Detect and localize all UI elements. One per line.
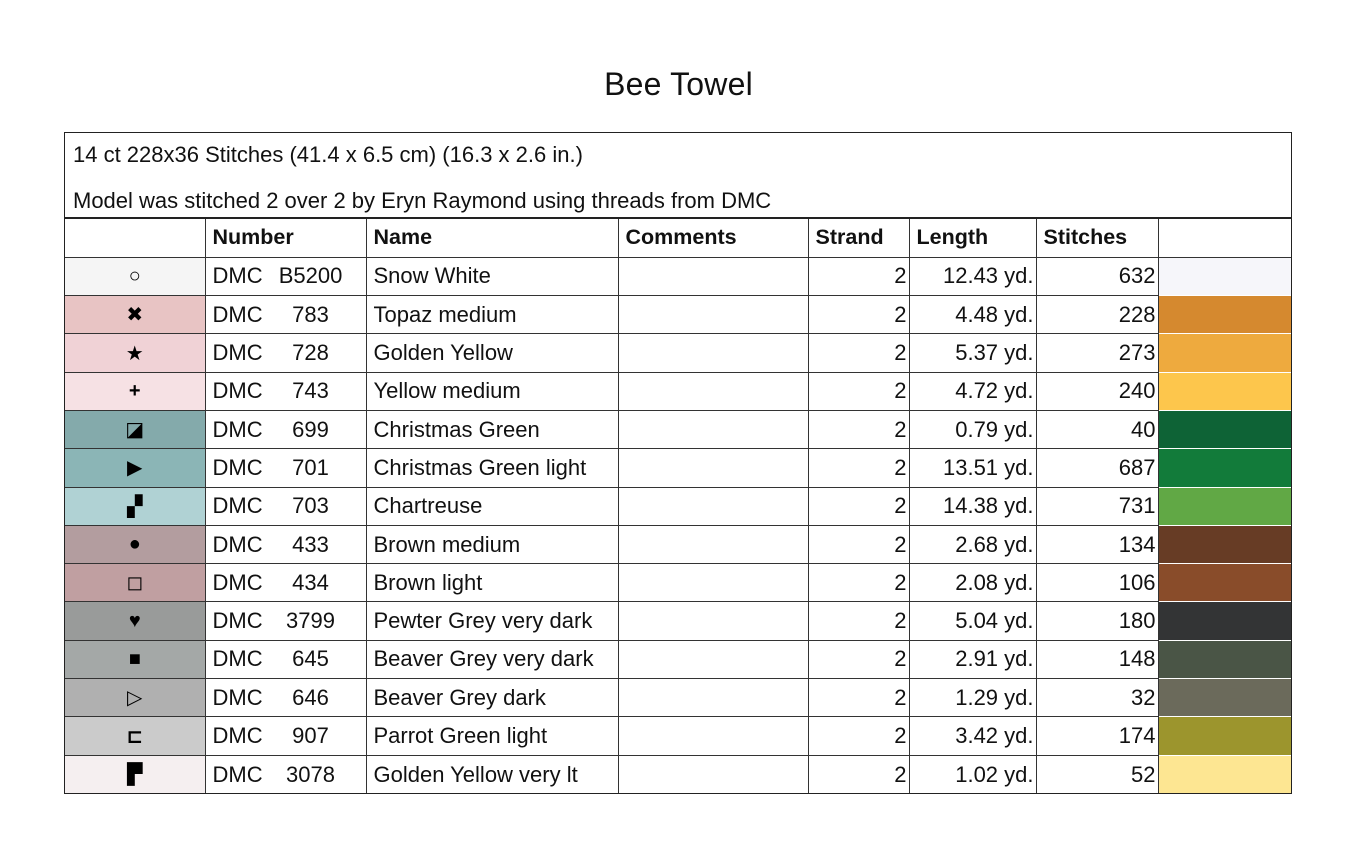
name-cell: Snow White — [366, 257, 618, 295]
number-cell — [205, 487, 366, 525]
strand-cell: 2 — [808, 679, 909, 717]
stitches-cell: 632 — [1036, 257, 1158, 295]
name-cell: Yellow medium — [366, 372, 618, 410]
brand-label: DMC — [212, 646, 263, 672]
stitches-cell: 174 — [1036, 717, 1158, 755]
strand-cell: 2 — [808, 717, 909, 755]
number-cell — [205, 334, 366, 372]
comments-cell — [618, 640, 808, 678]
symbol-cell — [65, 564, 205, 602]
color-swatch — [1158, 257, 1291, 295]
length-cell: 5.37 yd. — [909, 334, 1036, 372]
color-swatch — [1158, 487, 1291, 525]
color-swatch — [1158, 755, 1291, 793]
table-row — [65, 257, 1291, 295]
table-row — [65, 372, 1291, 410]
brand-label: DMC — [212, 301, 263, 327]
strand-cell: 2 — [808, 372, 909, 410]
strand-cell: 2 — [808, 334, 909, 372]
table-row — [65, 334, 1291, 372]
stitch-symbol-icon: ○ — [128, 264, 141, 287]
name-cell: Beaver Grey dark — [366, 679, 618, 717]
header-row — [65, 219, 1291, 257]
stitch-symbol-icon: ◪ — [125, 419, 145, 442]
name-cell: Golden Yellow very lt — [366, 755, 618, 793]
thread-legend-table — [64, 132, 1292, 794]
stitch-symbol-icon: ⊏ — [126, 725, 144, 748]
floss-code: 907 — [292, 723, 329, 748]
number-cell — [205, 679, 366, 717]
size-info: 14 ct 228x36 Stitches (41.4 x 6.5 cm) (16.3 x 2.6 in.) — [73, 142, 583, 167]
floss-code: 703 — [292, 493, 329, 519]
brand-label: DMC — [212, 340, 263, 366]
table-row — [65, 449, 1291, 487]
pattern-info — [65, 133, 1291, 219]
brand-label: DMC — [212, 723, 263, 748]
stitches-cell: 32 — [1036, 679, 1158, 717]
comments-cell — [618, 372, 808, 410]
name-cell: Christmas Green light — [366, 449, 618, 487]
table-row — [65, 564, 1291, 602]
number-cell — [205, 717, 366, 755]
header-number: Number — [205, 219, 366, 257]
comments-cell — [618, 679, 808, 717]
comments-cell — [618, 257, 808, 295]
stitches-cell: 273 — [1036, 334, 1158, 372]
brand-label: DMC — [212, 569, 263, 595]
floss-code: 783 — [292, 301, 329, 327]
length-cell: 13.51 yd. — [909, 449, 1036, 487]
length-cell: 3.42 yd. — [909, 717, 1036, 755]
color-swatch — [1158, 334, 1291, 372]
stitches-cell: 180 — [1036, 602, 1158, 640]
strand-cell: 2 — [808, 564, 909, 602]
comments-cell — [618, 449, 808, 487]
strand-cell: 2 — [808, 257, 909, 295]
brand-label: DMC — [212, 378, 263, 404]
stitch-symbol-icon: ▶ — [127, 457, 143, 480]
brand-label: DMC — [212, 454, 263, 480]
symbol-cell — [65, 487, 205, 525]
comments-cell — [618, 564, 808, 602]
name-cell: Parrot Green light — [366, 717, 618, 755]
symbol-cell — [65, 525, 205, 563]
length-cell: 1.29 yd. — [909, 679, 1036, 717]
stitches-cell: 40 — [1036, 410, 1158, 448]
length-cell: 4.48 yd. — [909, 296, 1036, 334]
number-cell — [205, 449, 366, 487]
name-cell: Pewter Grey very dark — [366, 602, 618, 640]
name-cell: Brown light — [366, 564, 618, 602]
brand-label: DMC — [212, 608, 263, 634]
header-strand: Strand — [808, 219, 909, 257]
strand-cell: 2 — [808, 525, 909, 563]
color-swatch — [1158, 564, 1291, 602]
floss-code: 434 — [292, 569, 329, 595]
length-cell: 2.08 yd. — [909, 564, 1036, 602]
stitch-symbol-icon: + — [128, 379, 141, 402]
stitch-symbol-icon: ♥ — [128, 609, 141, 632]
header-comments: Comments — [618, 219, 808, 257]
model-info: Model was stitched 2 over 2 by Eryn Raymond using threads from DMC — [73, 188, 772, 213]
floss-code: 433 — [292, 531, 329, 557]
table-row — [65, 410, 1291, 448]
length-cell: 2.91 yd. — [909, 640, 1036, 678]
color-swatch — [1158, 602, 1291, 640]
table-row — [65, 296, 1291, 334]
strand-cell: 2 — [808, 602, 909, 640]
number-cell — [205, 640, 366, 678]
brand-label: DMC — [212, 416, 263, 442]
comments-cell — [618, 410, 808, 448]
header-symbol — [65, 219, 205, 257]
number-cell — [205, 257, 366, 295]
symbol-cell — [65, 602, 205, 640]
symbol-cell — [65, 449, 205, 487]
floss-code: 3799 — [286, 608, 335, 634]
header-color — [1158, 219, 1291, 257]
comments-cell — [618, 487, 808, 525]
floss-code: 701 — [292, 454, 329, 480]
comments-cell — [618, 602, 808, 640]
floss-table — [65, 219, 1291, 793]
length-cell: 5.04 yd. — [909, 602, 1036, 640]
stitch-symbol-icon: ▛ — [127, 764, 143, 787]
strand-cell: 2 — [808, 449, 909, 487]
table-row — [65, 640, 1291, 678]
comments-cell — [618, 296, 808, 334]
symbol-cell — [65, 410, 205, 448]
color-swatch — [1158, 410, 1291, 448]
stitches-cell: 148 — [1036, 640, 1158, 678]
floss-code: 646 — [292, 684, 329, 710]
stitches-cell: 52 — [1036, 755, 1158, 793]
table-row — [65, 755, 1291, 793]
length-cell: 2.68 yd. — [909, 525, 1036, 563]
color-swatch — [1158, 717, 1291, 755]
brand-label: DMC — [212, 263, 263, 289]
symbol-cell — [65, 334, 205, 372]
floss-code: 3078 — [286, 761, 335, 787]
symbol-cell — [65, 640, 205, 678]
brand-label: DMC — [212, 531, 263, 557]
page-title: Bee Towel — [604, 66, 753, 102]
symbol-cell — [65, 755, 205, 793]
symbol-cell — [65, 372, 205, 410]
name-cell: Beaver Grey very dark — [366, 640, 618, 678]
stitch-symbol-icon: ● — [128, 533, 141, 556]
stitch-symbol-icon: ★ — [125, 342, 144, 365]
number-cell — [205, 525, 366, 563]
color-swatch — [1158, 679, 1291, 717]
floss-code: 645 — [292, 646, 329, 672]
number-cell — [205, 372, 366, 410]
symbol-cell — [65, 679, 205, 717]
table-row — [65, 487, 1291, 525]
stitches-cell: 106 — [1036, 564, 1158, 602]
header-name: Name — [366, 219, 618, 257]
header-length: Length — [909, 219, 1036, 257]
name-cell: Brown medium — [366, 525, 618, 563]
number-cell — [205, 564, 366, 602]
stitches-cell: 240 — [1036, 372, 1158, 410]
stitch-symbol-icon: ▞ — [127, 495, 143, 518]
number-cell — [205, 410, 366, 448]
name-cell: Chartreuse — [366, 487, 618, 525]
color-swatch — [1158, 372, 1291, 410]
brand-label: DMC — [212, 761, 263, 787]
length-cell: 14.38 yd. — [909, 487, 1036, 525]
number-cell — [205, 602, 366, 640]
floss-code: B5200 — [278, 263, 343, 289]
length-cell: 12.43 yd. — [909, 257, 1036, 295]
comments-cell — [618, 334, 808, 372]
comments-cell — [618, 755, 808, 793]
length-cell: 4.72 yd. — [909, 372, 1036, 410]
brand-label: DMC — [212, 684, 263, 710]
strand-cell: 2 — [808, 410, 909, 448]
color-swatch — [1158, 640, 1291, 678]
color-swatch — [1158, 449, 1291, 487]
stitches-cell: 228 — [1036, 296, 1158, 334]
number-cell — [205, 296, 366, 334]
brand-label: DMC — [212, 493, 263, 519]
symbol-cell — [65, 717, 205, 755]
symbol-cell — [65, 257, 205, 295]
color-swatch — [1158, 296, 1291, 334]
strand-cell: 2 — [808, 755, 909, 793]
strand-cell: 2 — [808, 296, 909, 334]
length-cell: 0.79 yd. — [909, 410, 1036, 448]
comments-cell — [618, 525, 808, 563]
symbol-cell — [65, 296, 205, 334]
comments-cell — [618, 717, 808, 755]
table-row — [65, 602, 1291, 640]
floss-code: 743 — [292, 378, 329, 404]
strand-cell: 2 — [808, 487, 909, 525]
strand-cell: 2 — [808, 640, 909, 678]
stitch-symbol-icon: ■ — [128, 647, 141, 670]
stitches-cell: 731 — [1036, 487, 1158, 525]
name-cell: Topaz medium — [366, 296, 618, 334]
name-cell: Golden Yellow — [366, 334, 618, 372]
name-cell: Christmas Green — [366, 410, 618, 448]
stitch-symbol-icon: ✖ — [126, 304, 144, 327]
stitches-cell: 134 — [1036, 525, 1158, 563]
stitch-symbol-icon: ▷ — [127, 687, 143, 710]
table-row — [65, 717, 1291, 755]
table-row — [65, 679, 1291, 717]
floss-code: 699 — [292, 416, 329, 442]
color-swatch — [1158, 525, 1291, 563]
table-row — [65, 525, 1291, 563]
floss-code: 728 — [292, 340, 329, 366]
length-cell: 1.02 yd. — [909, 755, 1036, 793]
header-stitches: Stitches — [1036, 219, 1158, 257]
stitch-symbol-icon: ◻ — [126, 572, 144, 595]
stitches-cell: 687 — [1036, 449, 1158, 487]
number-cell — [205, 755, 366, 793]
